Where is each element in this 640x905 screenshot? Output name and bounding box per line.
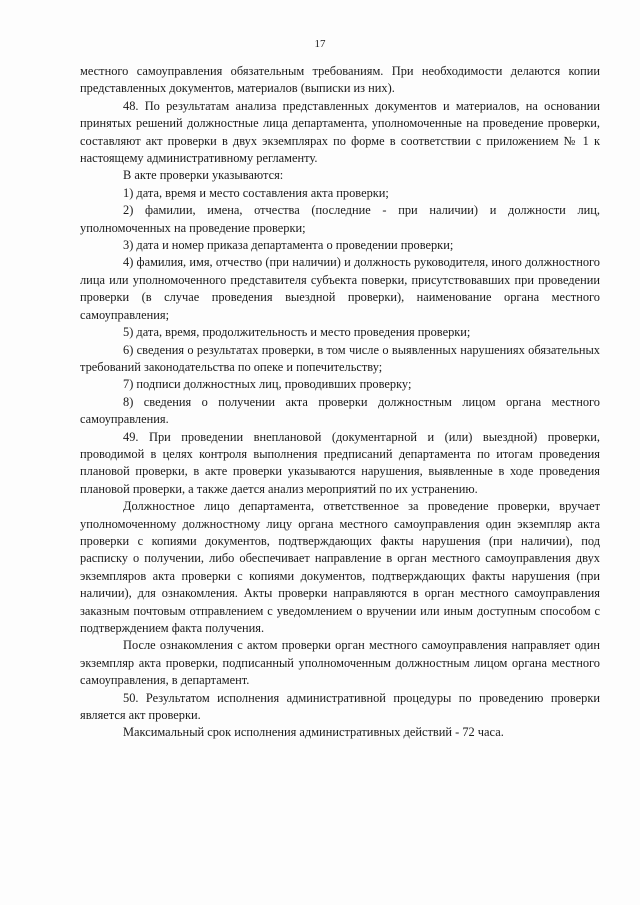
paragraph: 6) сведения о результатах проверки, в том числе о выявленных нарушениях обязательных требований законодательства по опеке и попечительству;: [80, 342, 600, 374]
paragraph: 5) дата, время, продолжительность и место проведения проверки;: [123, 325, 471, 340]
paragraph: 7) подписи должностных лиц, проводивших проверку;: [123, 377, 412, 392]
paragraph: 4) фамилия, имя, отчество (при наличии) и должность руководителя, иного должностного лица или уполномоченного представителя субъекта поверки, присутствовавших при проведении проверки (в случае проведения выездной проверки), наименование органа местного самоуправления;: [80, 255, 600, 322]
paragraph: 50. Результатом исполнения административной процедуры по проведению проверки является акт проверки.: [80, 690, 600, 723]
paragraph: местного самоуправления обязательным требованиям. При необходимости делаются копии представленных документов, материалов (выписки из них).: [80, 64, 600, 96]
paragraph: 1) дата, время и место составления акта проверки;: [123, 185, 389, 200]
paragraph: Должностное лицо департамента, ответственное за проведение проверки, вручает уполномоченному должностному лицу органа местного самоуправления один экземпляр акта проверки с копиями документов, подтверждающих факты нарушения (при наличии), под расписку о получении, либо обеспечивает направление в орган местного самоуправления двух экземпляров акта проверки с копиями документов, подтверждающих факты нарушения (при наличии), для ознакомления. Акты проверки направляются в орган местного самоуправления заказным почтовым отправлением с уведомлением о вручении или иным доступным способом с подтверждением факта получения.: [80, 499, 600, 635]
paragraph: 8) сведения о получении акта проверки должностным лицом органа местного самоуправления.: [80, 394, 600, 427]
page-number: 17: [314, 38, 326, 50]
paragraph: 3) дата и номер приказа департамента о проведении проверки;: [123, 238, 454, 253]
paragraph: В акте проверки указываются:: [123, 168, 284, 183]
paragraph: Максимальный срок исполнения административных действий - 72 часа.: [123, 725, 504, 740]
document-body: [80, 63, 600, 742]
paragraph: 49. При проведении внеплановой (документарной и (или) выездной) проверки, проводимой в целях контроля выполнения предписаний департамента по итогам проведения плановой проверки, в акте проверки указываются нарушения, выявленные в ходе проведения плановой проверки, а также дается анализ мероприятий по их устранению.: [80, 429, 600, 496]
paragraph: После ознакомления с актом проверки орган местного самоуправления направляет один экземпляр акта проверки, подписанный уполномоченным должностным лицом органа местного самоуправления, в департамент.: [80, 638, 600, 688]
paragraph: 48. По результатам анализа представленных документов и материалов, на основании принятых решений должностные лица департамента, уполномоченные на проведение проверки, составляют акт проверки в двух экземплярах по форме в соответствии с приложением № 1 к настоящему административному регламенту.: [80, 98, 600, 166]
paragraph: 2) фамилии, имена, отчества (последние - при наличии) и должности лиц, уполномоченных на проведение проверки;: [80, 203, 600, 235]
